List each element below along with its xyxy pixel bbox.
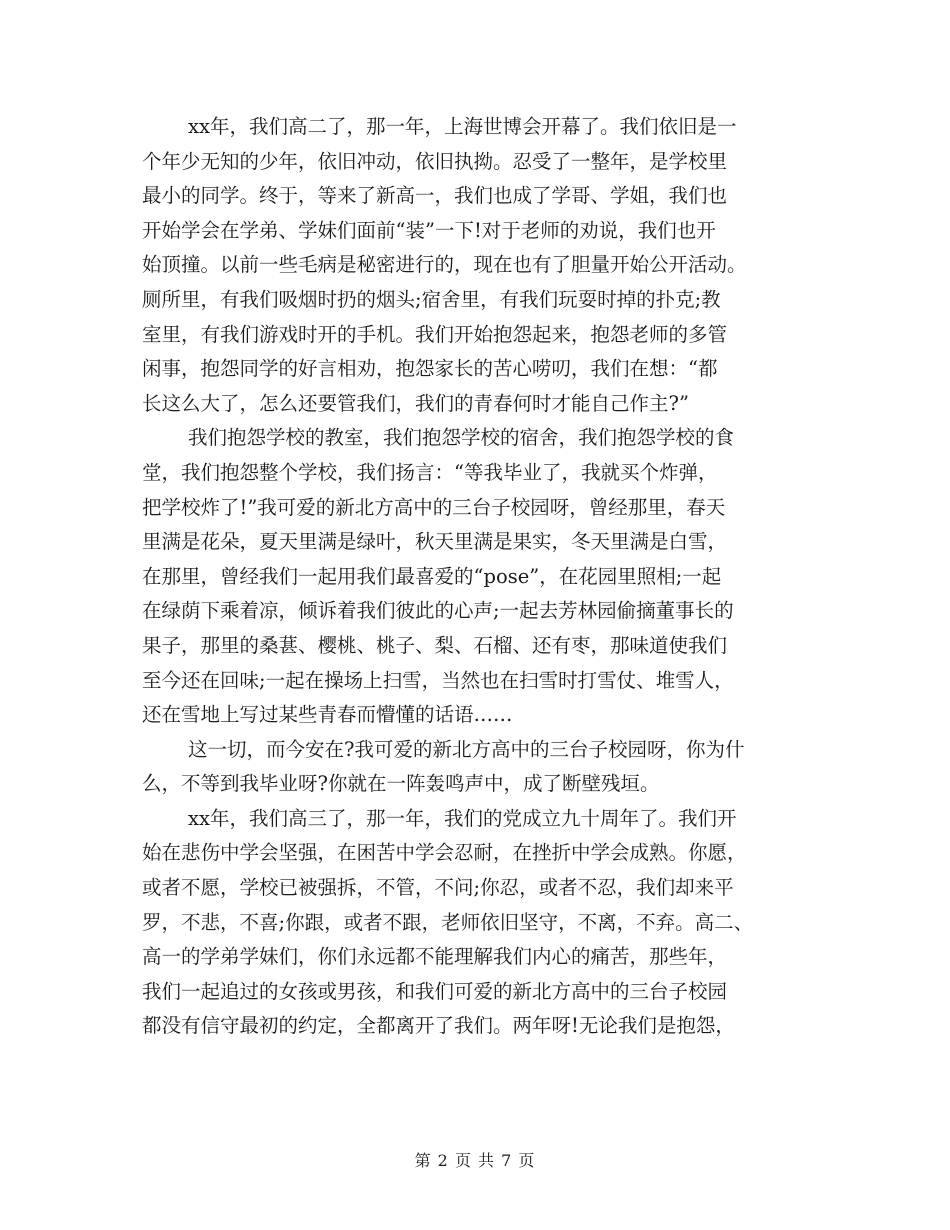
text-line: 长这么大了，怎么还要管我们，我们的青春何时才能自己作主?” [142,391,689,415]
text-line: 在绿荫下乘着凉，倾诉着我们彼此的心声;一起去芳林园偷摘董事长的 [142,599,734,623]
text-line: 在那里，曾经我们一起用我们最喜爱的“pose”，在花园里照相;一起 [142,564,722,588]
text-line: 我们抱怨学校的教室，我们抱怨学校的宿舍，我们抱怨学校的食 [188,426,735,450]
text-line: 果子，那里的桑葚、樱桃、桃子、梨、石榴、还有枣，那味道使我们 [142,633,728,657]
text-line: 或者不愿，学校已被强拆，不管，不问;你忍，或者不忍，我们却来平 [142,876,734,900]
text-line: xx年，我们高三了，那一年，我们的党成立九十周年了。我们开 [188,806,737,830]
text-line: 里满是花朵，夏天里满是绿叶，秋天里满是果实，冬天里满是白雪， [142,530,728,554]
text-line: 堂，我们抱怨整个学校，我们扬言：“等我毕业了，我就买个炸弹， [142,460,718,484]
text-line: 高一的学弟学妹们，你们永远都不能理解我们内心的痛苦，那些年， [142,945,728,969]
text-line: 这一切，而今安在?我可爱的新北方高中的三台子校园呀，你为什 [188,737,745,761]
text-line: 开始学会在学弟、学妹们面前“装”一下!对于老师的劝说，我们也开 [142,218,716,242]
text-line: 始在悲伤中学会坚强，在困苦中学会忍耐，在挫折中学会成熟。你愿， [142,841,747,865]
text-line: 罗，不悲，不喜;你跟，或者不跟，老师依旧坚守，不离，不弃。高二、 [142,910,754,934]
text-line: 都没有信守最初的约定，全都离开了我们。两年呀!无论我们是抱怨， [142,1014,735,1038]
text-line: 厕所里，有我们吸烟时扔的烟头;宿舍里，有我们玩耍时掉的扑克;教 [142,287,721,311]
text-line: 闲事，抱怨同学的好言相劝，抱怨家长的苦心唠叨，我们在想：“都 [142,357,718,381]
text-line: 个年少无知的少年，依旧冲动，依旧执拗。忍受了一整年，是学校里 [142,149,728,173]
text-line: 我们一起追过的女孩或男孩，和我们可爱的新北方高中的三台子校园 [142,979,728,1003]
text-line: xx年，我们高二了，那一年，上海世博会开幕了。我们依旧是一 [188,115,737,138]
page-number-footer: 第 2 页 共 7 页 [414,1151,536,1170]
text-line: 还在雪地上写过某些青春而懵懂的话语…… [142,703,513,727]
text-line: 把学校炸了!”我可爱的新北方高中的三台子校园呀，曾经那里，春天 [142,495,726,519]
text-line: 始顶撞。以前一些毛病是秘密进行的，现在也有了胆量开始公开活动。 [142,253,747,277]
text-line: 室里，有我们游戏时开的手机。我们开始抱怨起来，抱怨老师的多管 [142,322,728,346]
text-line: 么，不等到我毕业呀?你就在一阵轰鸣声中，成了断壁残垣。 [142,772,660,796]
text-line: 至今还在回味;一起在操场上扫雪，当然也在扫雪时打雪仗、堆雪人， [142,668,734,692]
text-line: 最小的同学。终于，等来了新高一，我们也成了学哥、学姐，我们也 [142,184,728,208]
body-text [142,110,822,1044]
